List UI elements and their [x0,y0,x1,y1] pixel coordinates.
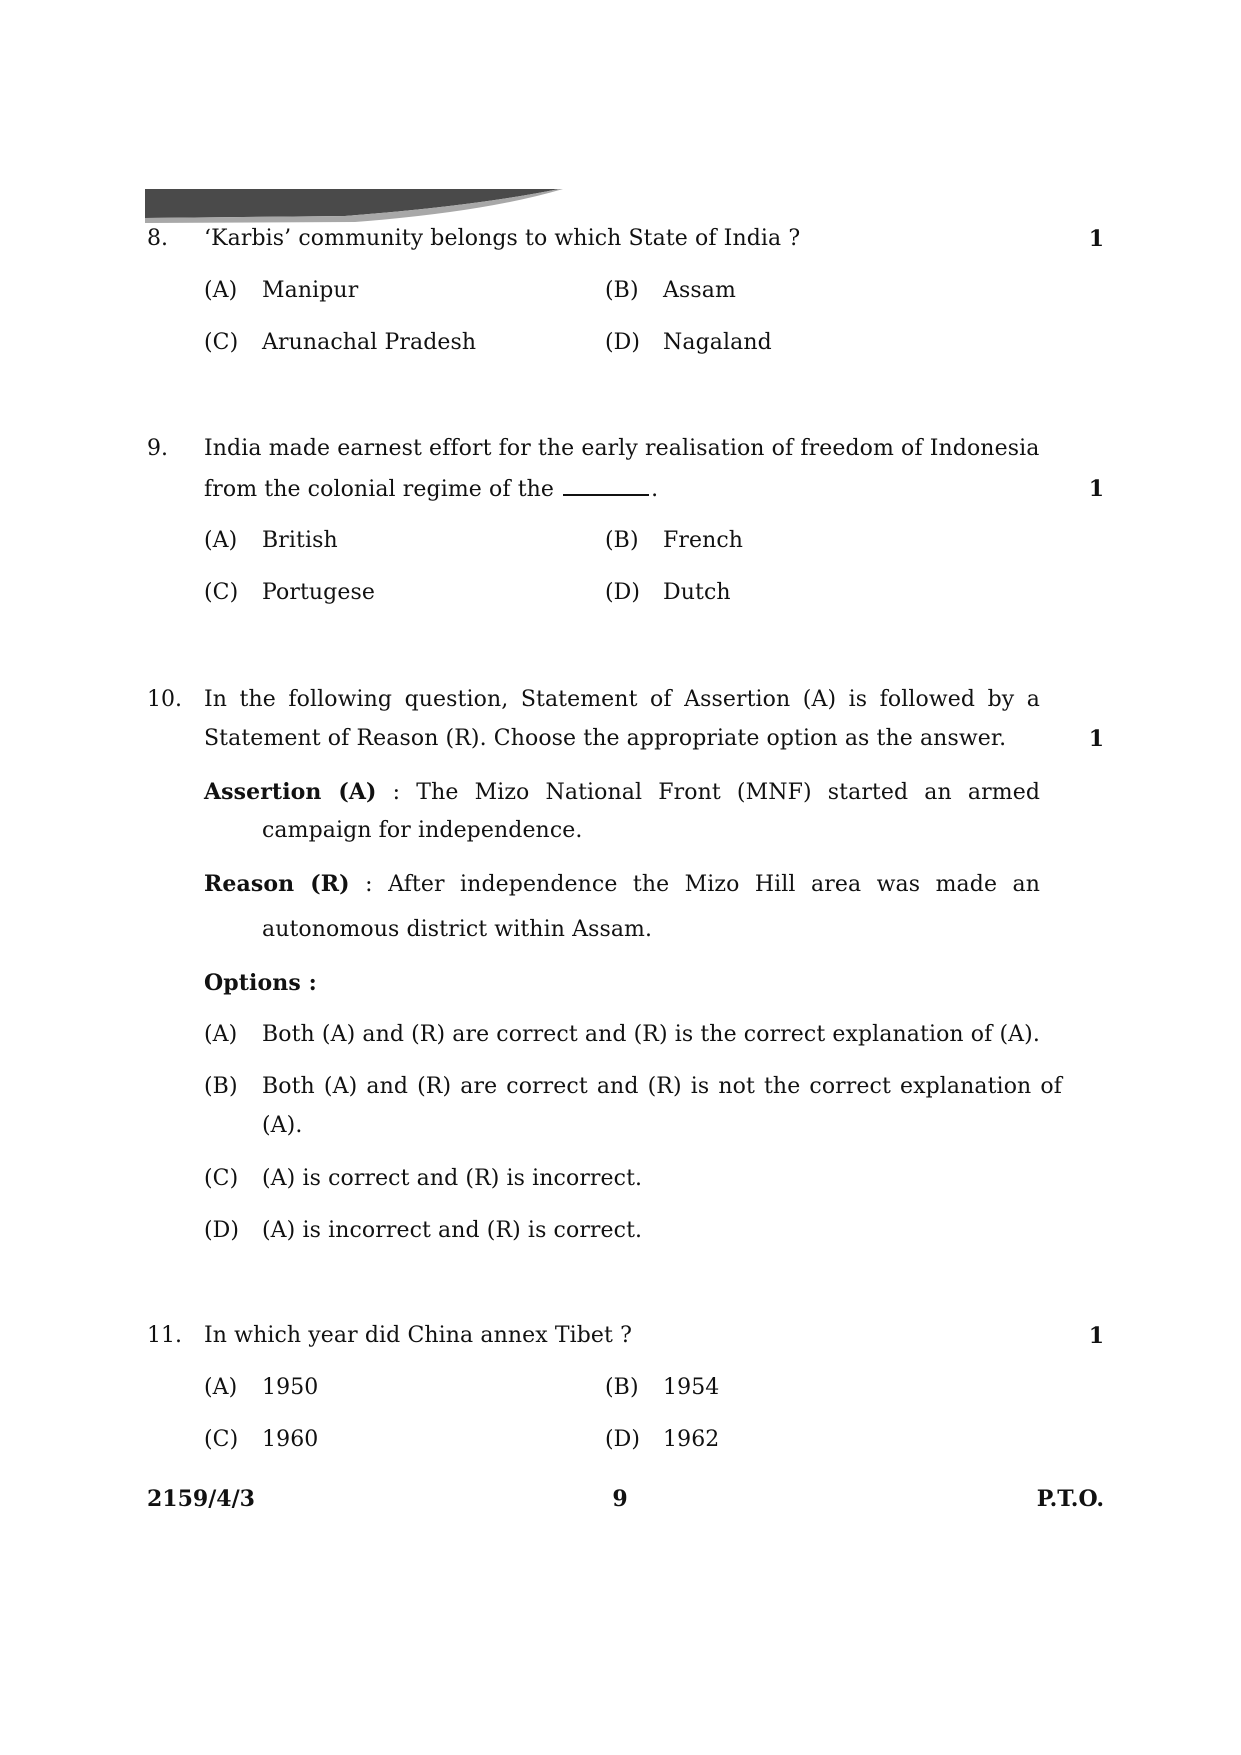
question-marks: 1 [1088,726,1104,752]
option-b: (B) French [605,528,744,553]
question-text-line1: In the following question, Statement of Assertion (A) is followed by a [204,687,1040,712]
option-a: (A) 1950 [204,1375,319,1400]
option-d: (D) 1962 [605,1427,720,1452]
option-c: (C) Portugese [204,580,375,605]
option-a: (A) Manipur [204,278,359,303]
question-number: 8. [147,226,168,251]
option-b: (B) 1954 [605,1375,720,1400]
header-band [145,186,565,226]
option-a: (A) British [204,528,338,553]
pto-label: P.T.O. [1036,1486,1104,1512]
option-c: (C) (A) is correct and (R) is incorrect. [204,1166,643,1191]
option-c: (C) Arunachal Pradesh [204,330,477,355]
question-text-line1: India made earnest effort for the early realisation of freedom of Indonesia [204,436,1040,461]
question-text: ‘Karbis’ community belongs to which State of India ? [204,226,801,251]
assertion-statement: Assertion (A) : The Mizo National Front (MNF) started an armed [204,779,1041,805]
option-d: (D) (A) is incorrect and (R) is correct. [204,1218,643,1243]
question-marks: 1 [1088,1323,1104,1349]
exam-page: 8. ‘Karbis’ community belongs to which State of India ? 1 (A) Manipur (B) Assam (C) Arunachal Pradesh (D) Nagaland 9. India made earnest effort for the early realisation of freedom of Indonesia from the colonial regime of the . 1 (A) British (B) French (C) Portugese (D) Dutch 10. In the following question, Statement of Assertion (A) is followed by a Statement of Reason (R). Choose the appropriate option as the answer. 1 Assertion (A) : The Mizo National Front (MNF) started an armed campaign for independence. Reason (R) : After independence the Mizo Hill area was made an autonomous district within Assam. Options : (A) Both (A) and (R) are correct and (R) is the correct explanation of (A). (B) Both (A) and (R) are correct and (R) is not the correct explanation of (A). (C) (A) is correct and (R) is incorrect. (D) (A) is incorrect and (R) is correct. 11. In which year did China annex Tibet ? 1 (A) 1950 (B) 1954 (C) 1960 (D) 1962 2159/4/3 9 P.T.O. [0,0,1241,1755]
question-marks: 1 [1088,476,1104,502]
option-d: (D) Nagaland [605,330,772,355]
question-marks: 1 [1088,226,1104,252]
reason-statement: Reason (R) : After independence the Mizo Hill area was made an [204,871,1040,897]
option-b: (B) Assam [605,278,736,303]
assertion-continuation: campaign for independence. [262,818,583,843]
option-d: (D) Dutch [605,580,731,605]
assertion-label: Assertion (A) [204,779,377,805]
page-number: 9 [612,1486,628,1512]
reason-continuation: autonomous district within Assam. [262,917,653,942]
question-text-line2: from the colonial regime of the . [204,474,658,505]
question-number: 10. [147,687,182,712]
option-a: (A) Both (A) and (R) are correct and (R) is the correct explanation of (A). [204,1022,1040,1047]
option-c: (C) 1960 [204,1427,319,1452]
reason-label: Reason (R) [204,871,350,897]
fill-blank [563,474,649,496]
question-text-line2: Statement of Reason (R). Choose the appropriate option as the answer. [204,726,1007,751]
question-text: In which year did China annex Tibet ? [204,1323,632,1348]
question-number: 11. [147,1323,182,1348]
question-number: 9. [147,436,168,461]
paper-code: 2159/4/3 [147,1486,255,1512]
option-b-continuation: (A). [262,1113,303,1138]
options-heading: Options : [204,970,317,996]
